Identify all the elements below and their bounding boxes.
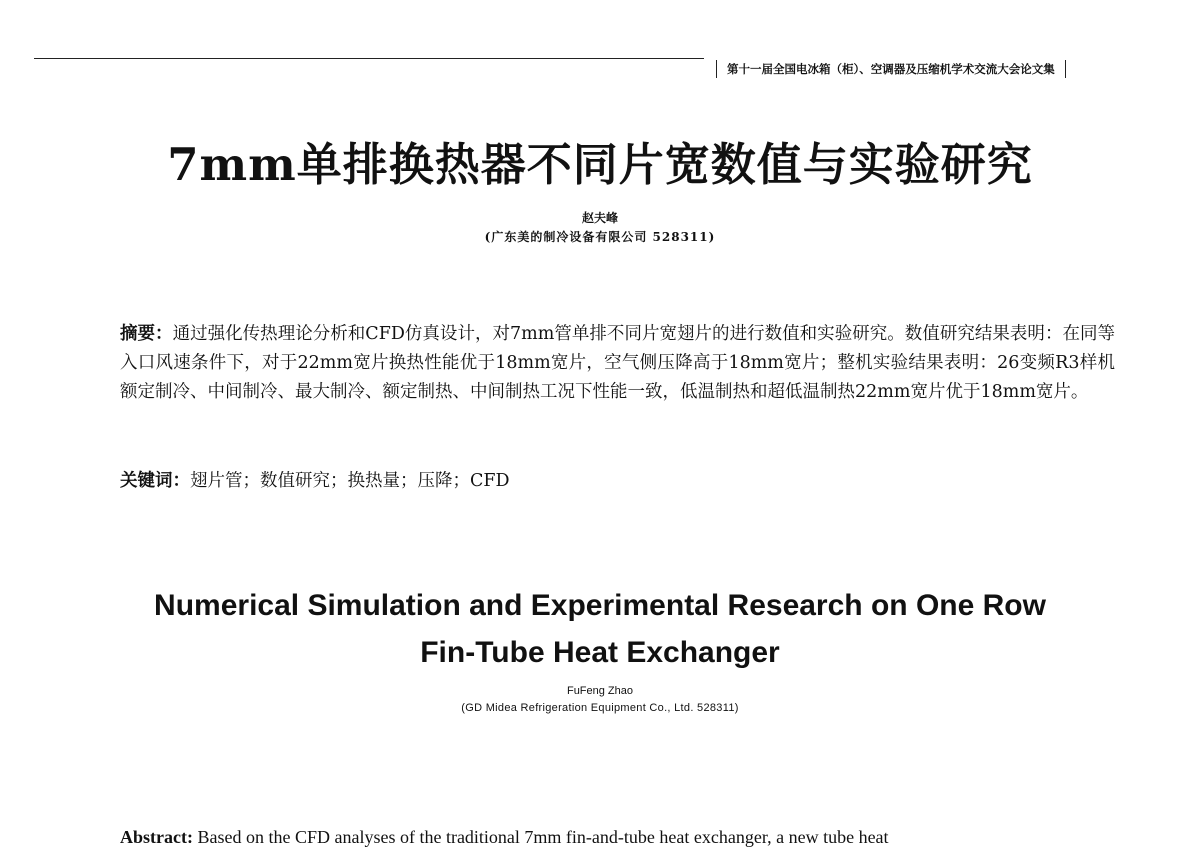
abstract-cn xyxy=(120,320,1115,407)
affiliation-cn: (广东美的制冷设备有限公司 528311) xyxy=(484,230,716,244)
abstract-text-cn: 通过强化传热理论分析和CFD仿真设计，对7mm管单排不同片宽翅片的进行数值和实验研究。数值研究结果表明：在同等入口风速条件下，对于22mm宽片换热性能优于18mm宽片，空气侧压降高于18mm宽片；整机实验结果表明：26变频R3样机额定制冷、中间制冷、最大制冷、额定制热、中间制热工况下性能一致，低温制热和超低温制热22mm宽片优于18mm宽片。 xyxy=(120,324,1116,402)
header-divider xyxy=(1065,60,1066,78)
keywords-label-cn: 关键词： xyxy=(120,471,190,491)
affiliation-en: (GD Midea Refrigeration Equipment Co., Ltd. 528311) xyxy=(461,702,739,714)
header-rule xyxy=(34,58,704,59)
running-header xyxy=(706,60,1076,78)
author-cn: 赵夫峰 xyxy=(581,211,618,225)
journal-name: 第十一届全国电冰箱（柜）、空调器及压缩机学术交流大会论文集 xyxy=(727,62,1055,76)
abstract-label-cn: 摘要： xyxy=(120,324,173,344)
abstract-text-en: Based on the CFD analyses of the traditional 7mm fin-and-tube heat exchanger, a new tube heat xyxy=(192,827,889,847)
abstract-label-en: Abstract: xyxy=(120,827,193,847)
paper-title-cn: 7mm单排换热器不同片宽数值与实验研究 xyxy=(167,138,1033,191)
keywords-cn xyxy=(120,467,1115,496)
keywords-text-cn: 翅片管；数值研究；换热量；压降；CFD xyxy=(190,471,510,491)
author-en: FuFeng Zhao xyxy=(566,685,634,697)
title-en-line-1: Numerical Simulation and Experimental Research on One Row xyxy=(154,589,1046,622)
header-divider xyxy=(716,60,717,78)
paper-title-en xyxy=(0,582,1200,676)
title-en-line-2: Fin-Tube Heat Exchanger xyxy=(420,636,780,669)
abstract-en xyxy=(120,824,1115,850)
